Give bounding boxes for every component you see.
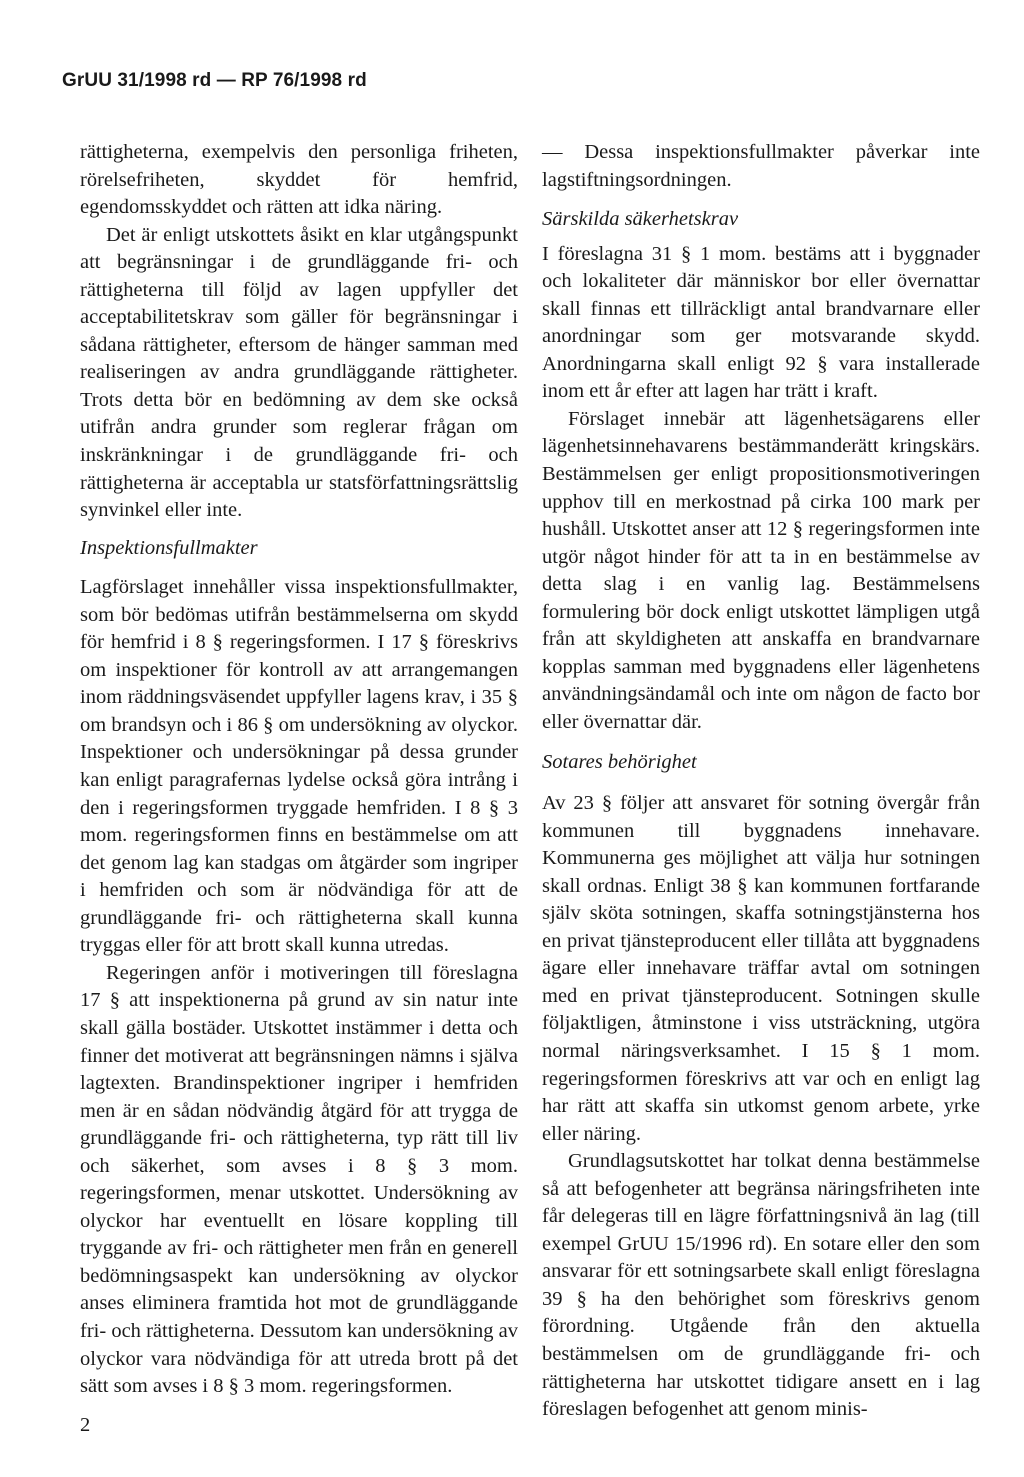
- paragraph: — Dessa inspektionsfullmakter påverkar inte lagstiftningsordningen.: [542, 141, 980, 191]
- paragraph: Av 23 § följer att ansvaret för sotning övergår från kommunen till byggnadens innehavare. Kommunerna ges möjlighet att välja hur sotningen skall ordnas. Enligt 38 § kan kommunen fortfarande själv sköta sotningen, skaffa sotningstjänsterna hos en privat tjänsteproducent eller tillåta att byggnadens ägare eller innehavare träffar avtal om sotningen med en privat tjänsteproducent. Sotningen skulle följaktligen, åtminstone i viss utsträckning, utgöra normal näringsverksamhet. I 15 § 1 mom. regeringsformen föreskrivs att var och en enligt lag har rätt att skaffa sin utkomst genom arbete, yrke eller näring.: [542, 792, 980, 1145]
- page-number: 2: [80, 1414, 91, 1436]
- paragraph: Grundlagsutskottet har tolkat denna bestämmelse så att befogenheter att begränsa näringsfriheten inte får delegeras till en lägre författningsnivå än lag (till exempel GrUU 15/1996 rd). En sotare eller den som ansvarar för ett sotningsarbete skall enligt föreslagna 39 § ha den behörighet som föreskrivs genom förordning. Utgående från den aktuella bestämmelsen om de grundläggande fri- och rättigheterna har utskottet tidigare ansett en i lag föreslagen befogenhet att genom minis-: [542, 1150, 980, 1421]
- paragraph: Regeringen anför i motiveringen till föreslagna 17 § att inspektionerna på grund av sin natur inte skall gälla bostäder. Utskottet instämmer i detta och finner det motiverat att begränsningen nämns i själva lagtexten. Brandinspektioner ingriper i hemfriden men är en sådan nödvändig åtgärd för att trygga de grundläggande fri- och rättigheterna, typ rätt till liv och säkerhet, som avses i 8 § 3 mom. regeringsformen, menar utskottet. Undersökning av olyckor har eventuellt en lösare koppling till tryggande av fri- och rättigheter men från en generell bedömningsaspekt kan undersökning av olyckor anses eliminera framtida hot mot de grundläggande fri- och rättigheterna. Dessutom kan undersökning av olyckor vara nödvändiga för att utreda brott på det sätt som avses i 8 § 3 mom. regeringsformen.: [80, 961, 518, 1398]
- left-column: [80, 139, 518, 1401]
- right-column: [542, 139, 980, 1424]
- section-heading: Särskilda säkerhetskrav: [542, 208, 739, 231]
- section-heading: Sotares behörighet: [542, 751, 697, 774]
- paragraph: Det är enligt utskottets åsikt en klar utgångspunkt att begränsningar i de grundläggande fri- och rättigheterna till följd av lagen uppfyller det acceptabilitetskrav som gäller för begränsningar i sådana rättigheter, eftersom de hänger samman med realiseringen av andra grundläggande rättigheter. Trots detta bör en bedömning av dem ske också utifrån andra grunder som reglerar frågan om inskränkningar i de grundläggande fri- och rättigheterna är acceptabla ur statsförfattningsrättslig synvinkel eller inte.: [80, 223, 518, 522]
- section-heading: Inspektionsfullmakter: [80, 536, 258, 559]
- paragraph: rättigheterna, exempelvis den personliga friheten, rörelsefriheten, skyddet för hemfrid, egendomsskyddet och rätten att idka näring.: [80, 141, 518, 219]
- paragraph: Förslaget innebär att lägenhetsägarens eller lägenhetsinnehavarens bestämmanderätt kringskärs. Bestämmelsen ger enligt propositionsmotiveringen upphov till en merkostnad på cirka 100 mark per hushåll. Utskottet anser att 12 § regeringsformen inte utgör något hinder för att ta in en bestämmelse av detta slag i en vanlig lag. Bestämmelsens formulering bör dock enligt utskottet lämpligen utgå från att skyldigheten att anskaffa en brandvarnare kopplas samman med byggnadens eller lägenhetens användningsändamål och inte om någon de facto bor eller övernattar där.: [542, 407, 980, 733]
- running-header: GrUU 31/1998 rd — RP 76/1998 rd: [62, 70, 367, 91]
- paragraph: Lagförslaget innehåller vissa inspektionsfullmakter, som bör bedömas utifrån bestämmelserna om skydd för hemfrid i 8 § regeringsformen. I 17 § föreskrivs om inspektioner för kontroll av att arrangemangen inom räddningsväsendet uppfyller lagens krav, i 35 § om brandsyn och i 86 § om undersökning av olyckor. Inspektioner och undersökningar på dessa grunder kan enligt paragrafernas lydelse också göra intrång i den i regeringsformen tryggade hemfriden. I 8 § 3 mom. regeringsformen finns en bestämmelse om att det genom lag kan stadgas om åtgärder som ingriper i hemfriden och som är nödvändiga för att de grundläggande fri- och rättigheterna skall kunna tryggas eller för att brott skall kunna utredas.: [80, 576, 518, 957]
- paragraph: I föreslagna 31 § 1 mom. bestäms att i byggnader och lokaliteter där människor bor eller övernattar skall finnas ett tillräckligt antal brandvarnare eller anordningar som ger motsvarande skydd. Anordningarna skall enligt 92 § vara installerade inom ett år efter att lagen har trätt i kraft.: [542, 242, 980, 403]
